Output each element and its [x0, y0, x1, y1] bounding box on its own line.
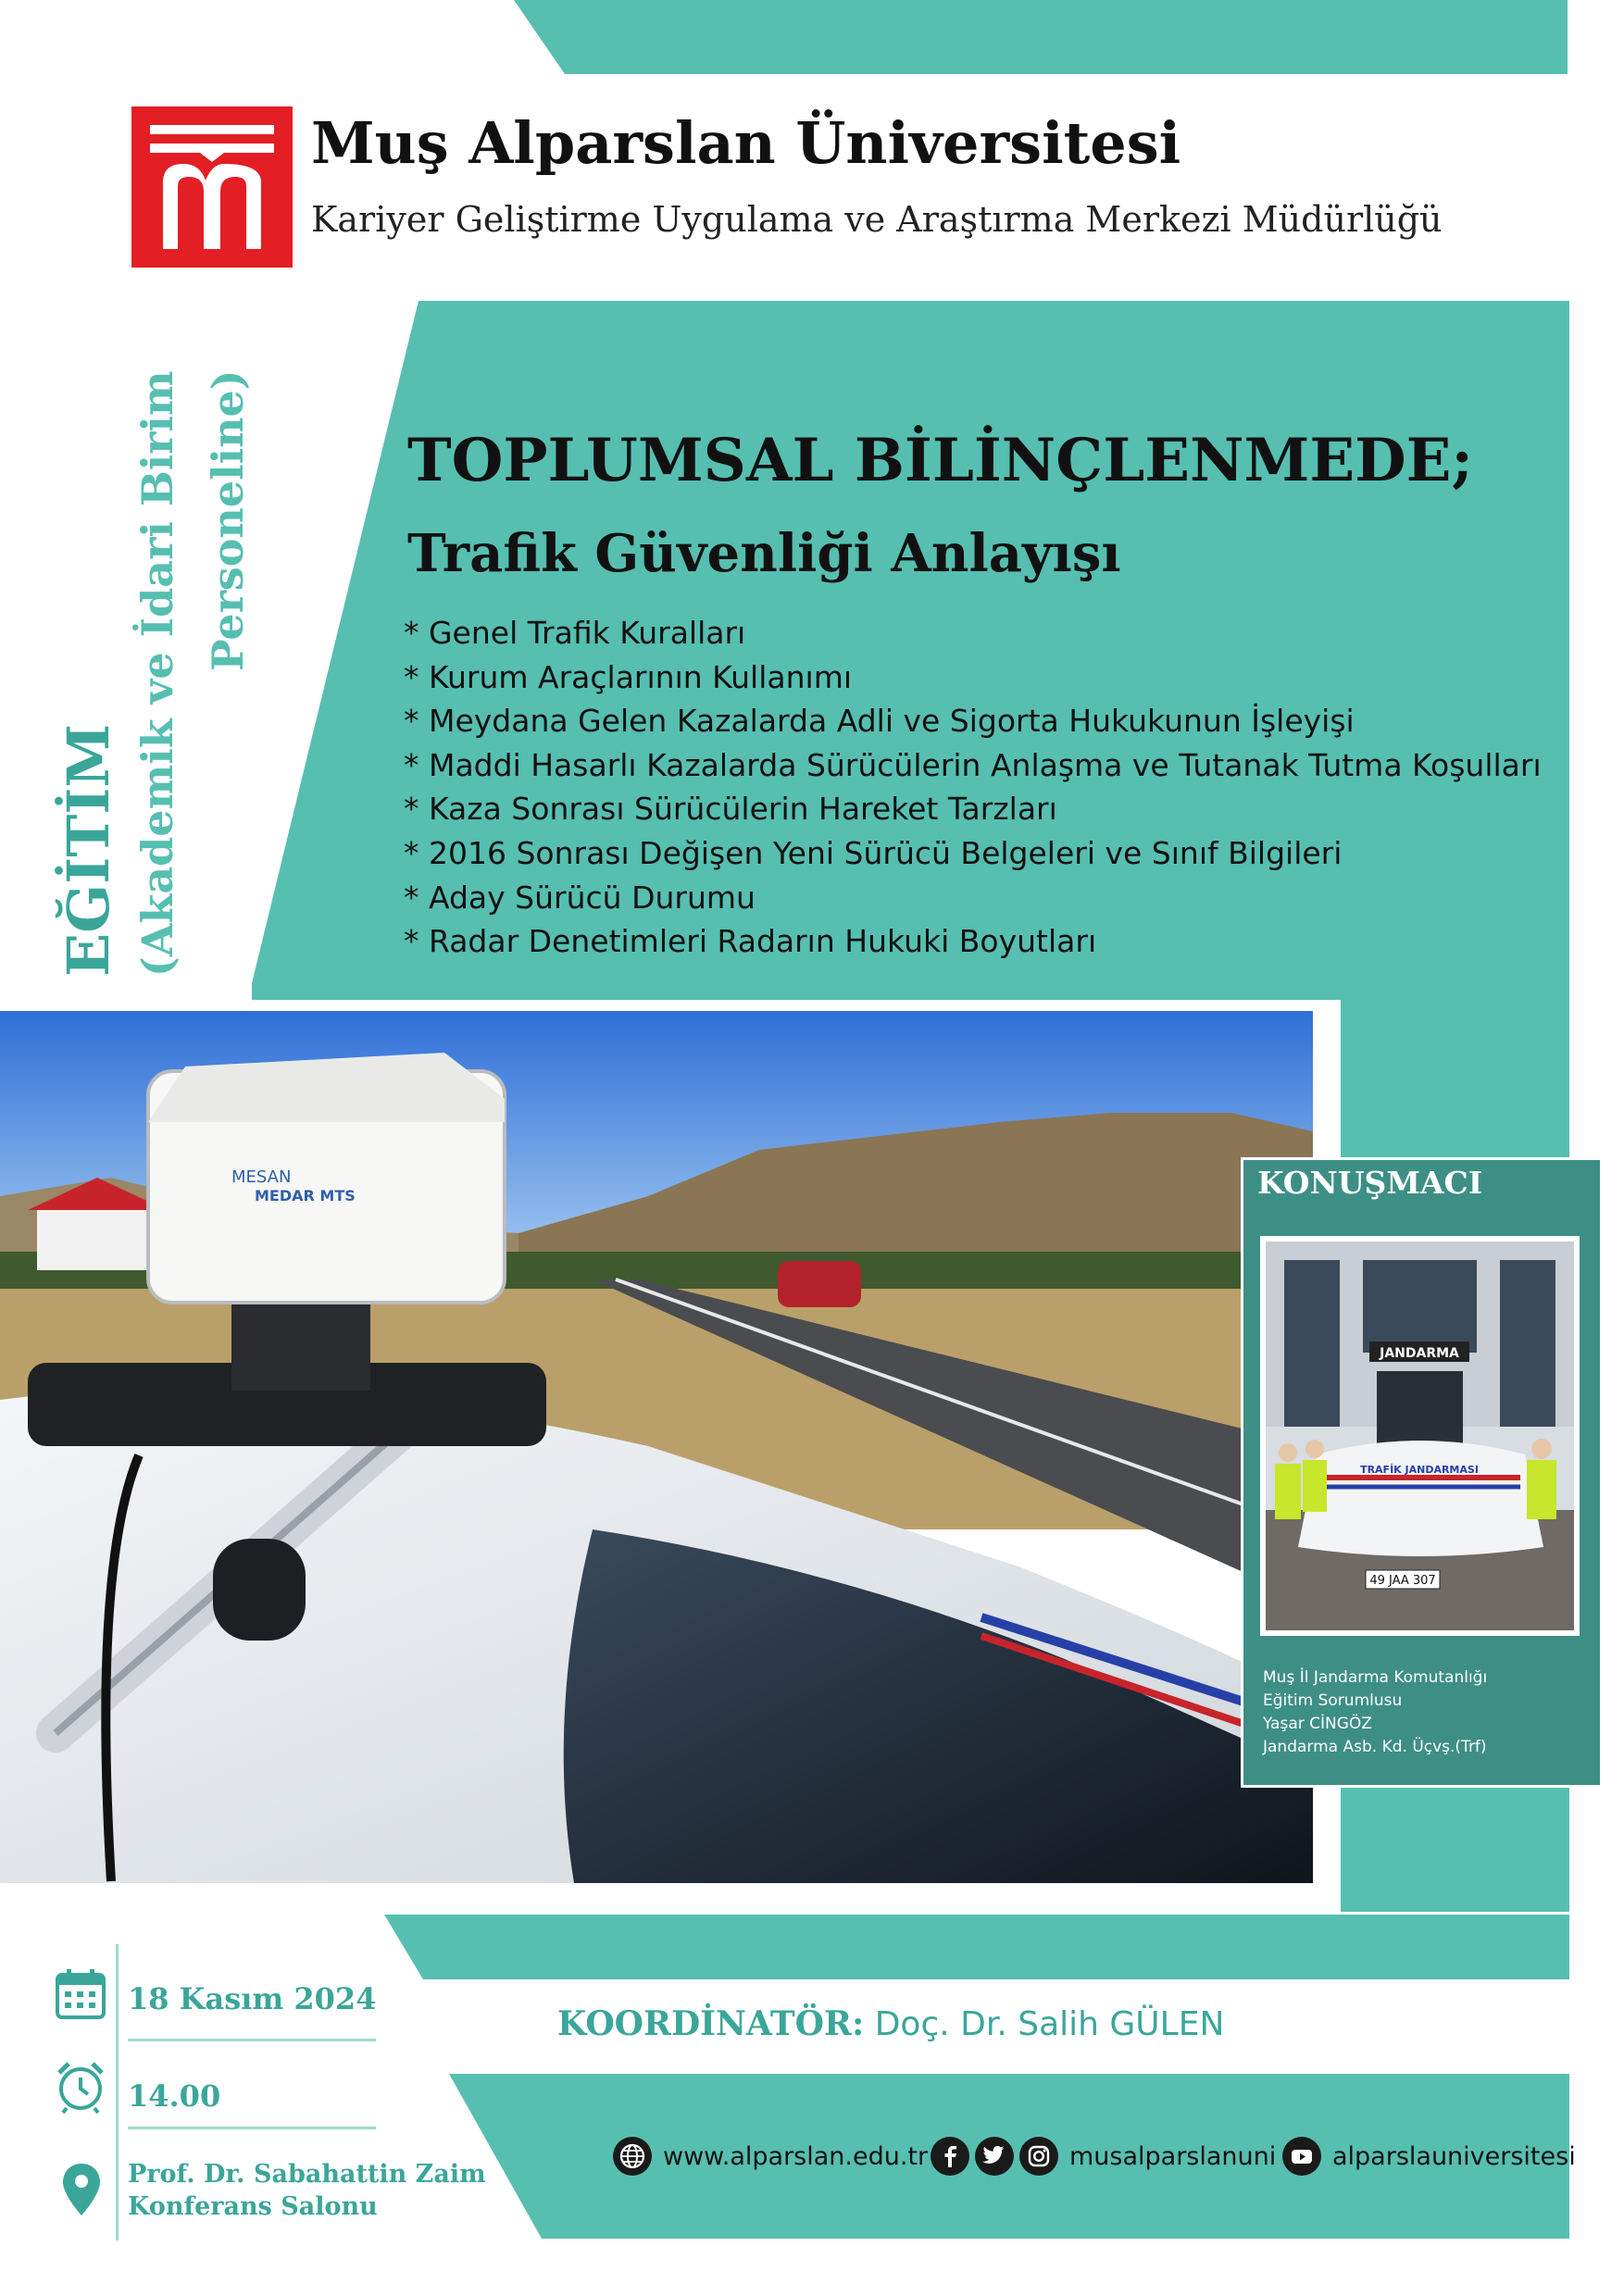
coordinator-band: [384, 1915, 1569, 1979]
venue-line-1: Prof. Dr. Sabahattin Zaim: [128, 2160, 486, 2189]
audience-vertical-label: [56, 369, 263, 977]
youtube-text: alparslauniversitesi: [1332, 2141, 1576, 2171]
university-name: Muş Alparslan Üniversitesi: [311, 109, 1181, 177]
topic-item: * Kaza Sonrası Sürücülerin Hareket Tarzları: [404, 791, 1057, 828]
event-time: 14.00: [128, 2078, 221, 2114]
speaker-line: Eğitim Sorumlusu: [1263, 1691, 1403, 1710]
youtube-link[interactable]: [1282, 2134, 1576, 2178]
training-label: EĞİTİM: [55, 724, 122, 977]
venue-line-2: Konferans Salonu: [128, 2192, 378, 2221]
website-text: www.alparslan.edu.tr: [663, 2141, 929, 2171]
globe-icon: [613, 2137, 652, 2176]
event-subtitle: Trafik Güvenliği Anlayışı: [407, 523, 1121, 584]
audience-line-2: Personeline): [203, 369, 253, 671]
radar-photo: [0, 1011, 1313, 1883]
topic-item: * Meydana Gelen Kazalarda Adli ve Sigorta Hukukunun İşleyişi: [404, 703, 1355, 740]
instagram-icon: [1019, 2137, 1058, 2176]
alarm-clock-icon: [54, 2060, 107, 2117]
device-model: MEDAR MTS: [255, 1187, 356, 1204]
topic-item: * Aday Sürücü Durumu: [404, 879, 756, 916]
topic-item: * 2016 Sonrası Değişen Yeni Sürücü Belgeleri ve Sınıf Bilgileri: [404, 834, 1343, 871]
speaker-heading: KONUŞMACI: [1257, 1165, 1483, 1201]
building-sign: JANDARMA: [1380, 1346, 1459, 1361]
coordinator-name: Doç. Dr. Salih GÜLEN: [874, 2005, 1225, 2043]
date-underline: [128, 2039, 376, 2041]
topic-item: * Radar Denetimleri Radarın Hukuki Boyutları: [404, 923, 1097, 960]
speaker-details: [1263, 1666, 1487, 1759]
license-plate: 49 JAA 307: [1369, 1574, 1436, 1588]
topic-list: [404, 611, 1542, 964]
calendar-icon: [54, 1967, 107, 2025]
event-title: TOPLUMSAL BİLİNÇLENMEDE;: [407, 426, 1474, 495]
topic-item: * Genel Trafik Kuralları: [404, 615, 746, 651]
social-handle-text: musalparslanuni: [1069, 2141, 1277, 2171]
time-underline: [128, 2127, 376, 2129]
university-logo: [131, 106, 293, 268]
speaker-photo: [1260, 1236, 1580, 1636]
facebook-icon: [931, 2137, 969, 2176]
speaker-line: Muş İl Jandarma Komutanlığı: [1263, 1668, 1488, 1687]
car-text: TRAFİK JANDARMASI: [1360, 1464, 1479, 1476]
device-brand: MESAN: [231, 1167, 292, 1187]
top-band: [514, 0, 1568, 74]
coordinator: [557, 2004, 1224, 2043]
youtube-icon: [1282, 2137, 1321, 2176]
social-handle-link[interactable]: [931, 2134, 1276, 2178]
website-link[interactable]: [613, 2134, 928, 2178]
left-divider: [116, 1944, 119, 2240]
topic-item: * Kurum Araçlarının Kullanımı: [404, 658, 853, 695]
logo-emblem-icon: [131, 106, 293, 268]
topic-item: * Maddi Hasarlı Kazalarda Sürücülerin Anlaşma ve Tutanak Tutma Koşulları: [404, 746, 1542, 783]
speaker-line: Jandarma Asb. Kd. Üçvş.(Trf): [1263, 1738, 1487, 1756]
location-pin-icon: [61, 2162, 102, 2221]
event-date: 18 Kasım 2024: [128, 1981, 377, 2016]
department-name: Kariyer Geliştirme Uygulama ve Araştırma Merkezi Müdürlüğü: [311, 199, 1443, 240]
speaker-line: Yaşar CİNGÖZ: [1263, 1715, 1372, 1733]
audience-line-1: (Akademik ve İdari Birim: [132, 370, 182, 977]
coordinator-label: KOORDİNATÖR:: [557, 2004, 865, 2043]
twitter-icon: [975, 2137, 1014, 2176]
